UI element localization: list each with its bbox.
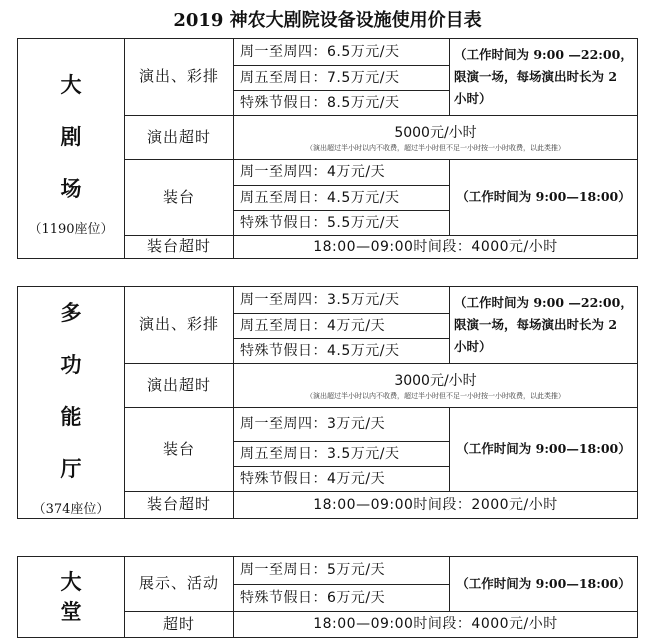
overtime-price: 3000元/小时: [394, 372, 477, 389]
venue-name-char: 功: [60, 352, 82, 377]
setup-label: 装台: [125, 160, 234, 236]
venue-cell: [18, 557, 125, 638]
overtime-label: 演出超时: [125, 364, 234, 408]
price-cell: 特殊节假日：4.5万元/天: [234, 339, 450, 364]
multi-function-hall-table: [17, 286, 638, 519]
venue-seats: （1190座位）: [28, 222, 114, 238]
setup-overtime-label: 装台超时: [125, 491, 234, 518]
setup-overtime-price: 18:00—09:00时间段：4000元/小时: [234, 236, 638, 259]
overtime-price: 5000元/小时: [394, 124, 477, 141]
activity-label: 展示、活动: [125, 557, 234, 612]
setup-hours-note: （工作时间为 9:00—18:00）: [450, 160, 638, 236]
setup-label: 装台: [125, 408, 234, 492]
setup-hours-note: （工作时间为 9:00—18:00）: [450, 408, 638, 492]
venue-cell: [18, 39, 125, 259]
price-cell: 周一至周四：3.5万元/天: [234, 287, 450, 314]
price-cell: 特殊节假日：5.5万元/天: [234, 211, 450, 236]
venue-name-char: 堂: [60, 599, 82, 624]
performance-label: 演出、彩排: [125, 287, 234, 364]
price-cell: 周一至周日：5万元/天: [234, 557, 450, 585]
page-title: 2019 神农大剧院设备设施使用价目表: [173, 10, 482, 31]
lobby-table: [17, 556, 638, 638]
overtime-price-cell: [234, 364, 638, 408]
price-cell: 特殊节假日：6万元/天: [234, 585, 450, 612]
overtime-footnote: （演出超过半小时以内不收费，超过半小时但不足一小时按一小时收费，以此类推）: [306, 144, 565, 153]
performance-hours-note: （工作时间为 9:00 —22:00，限演一场，每场演出时长为 2 小时）: [450, 287, 638, 364]
price-cell: 周五至周日：4万元/天: [234, 314, 450, 339]
price-cell: 特殊节假日：8.5万元/天: [234, 91, 450, 116]
grand-theatre-table: [17, 38, 638, 259]
price-cell: 周一至周四：6.5万元/天: [234, 39, 450, 66]
activity-hours-note: （工作时间为 9:00—18:00）: [450, 557, 638, 612]
venue-name-char: 大: [60, 569, 82, 594]
price-cell: 周一至周四：4万元/天: [234, 160, 450, 186]
venue-name-char: 大: [60, 72, 82, 98]
price-cell: 周五至周日：7.5万元/天: [234, 66, 450, 91]
venue-seats: （374座位）: [32, 502, 110, 517]
overtime-label: 演出超时: [125, 116, 234, 160]
price-cell: 特殊节假日：4万元/天: [234, 466, 450, 491]
price-cell: 周一至周四：3万元/天: [234, 408, 450, 442]
overtime-footnote: （演出超过半小时以内不收费，超过半小时但不足一小时按一小时收费，以此类推）: [306, 392, 565, 401]
setup-overtime-price: 18:00—09:00时间段：2000元/小时: [234, 491, 638, 518]
lobby-overtime-label: 超时: [125, 612, 234, 638]
venue-name-char: 剧: [60, 124, 82, 150]
lobby-overtime-price: 18:00—09:00时间段：4000元/小时: [234, 612, 638, 638]
performance-label: 演出、彩排: [125, 39, 234, 116]
venue-cell: [18, 287, 125, 519]
overtime-price-cell: [234, 116, 638, 160]
price-cell: 周五至周日：4.5万元/天: [234, 186, 450, 211]
performance-hours-note: （工作时间为 9:00 —22:00，限演一场，每场演出时长为 2 小时）: [450, 39, 638, 116]
venue-name-char: 能: [60, 404, 82, 429]
venue-name-char: 多: [60, 300, 82, 325]
price-cell: 周五至周日：3.5万元/天: [234, 441, 450, 466]
venue-name-char: 厅: [60, 456, 82, 481]
setup-overtime-label: 装台超时: [125, 236, 234, 259]
venue-name-char: 场: [60, 176, 82, 202]
